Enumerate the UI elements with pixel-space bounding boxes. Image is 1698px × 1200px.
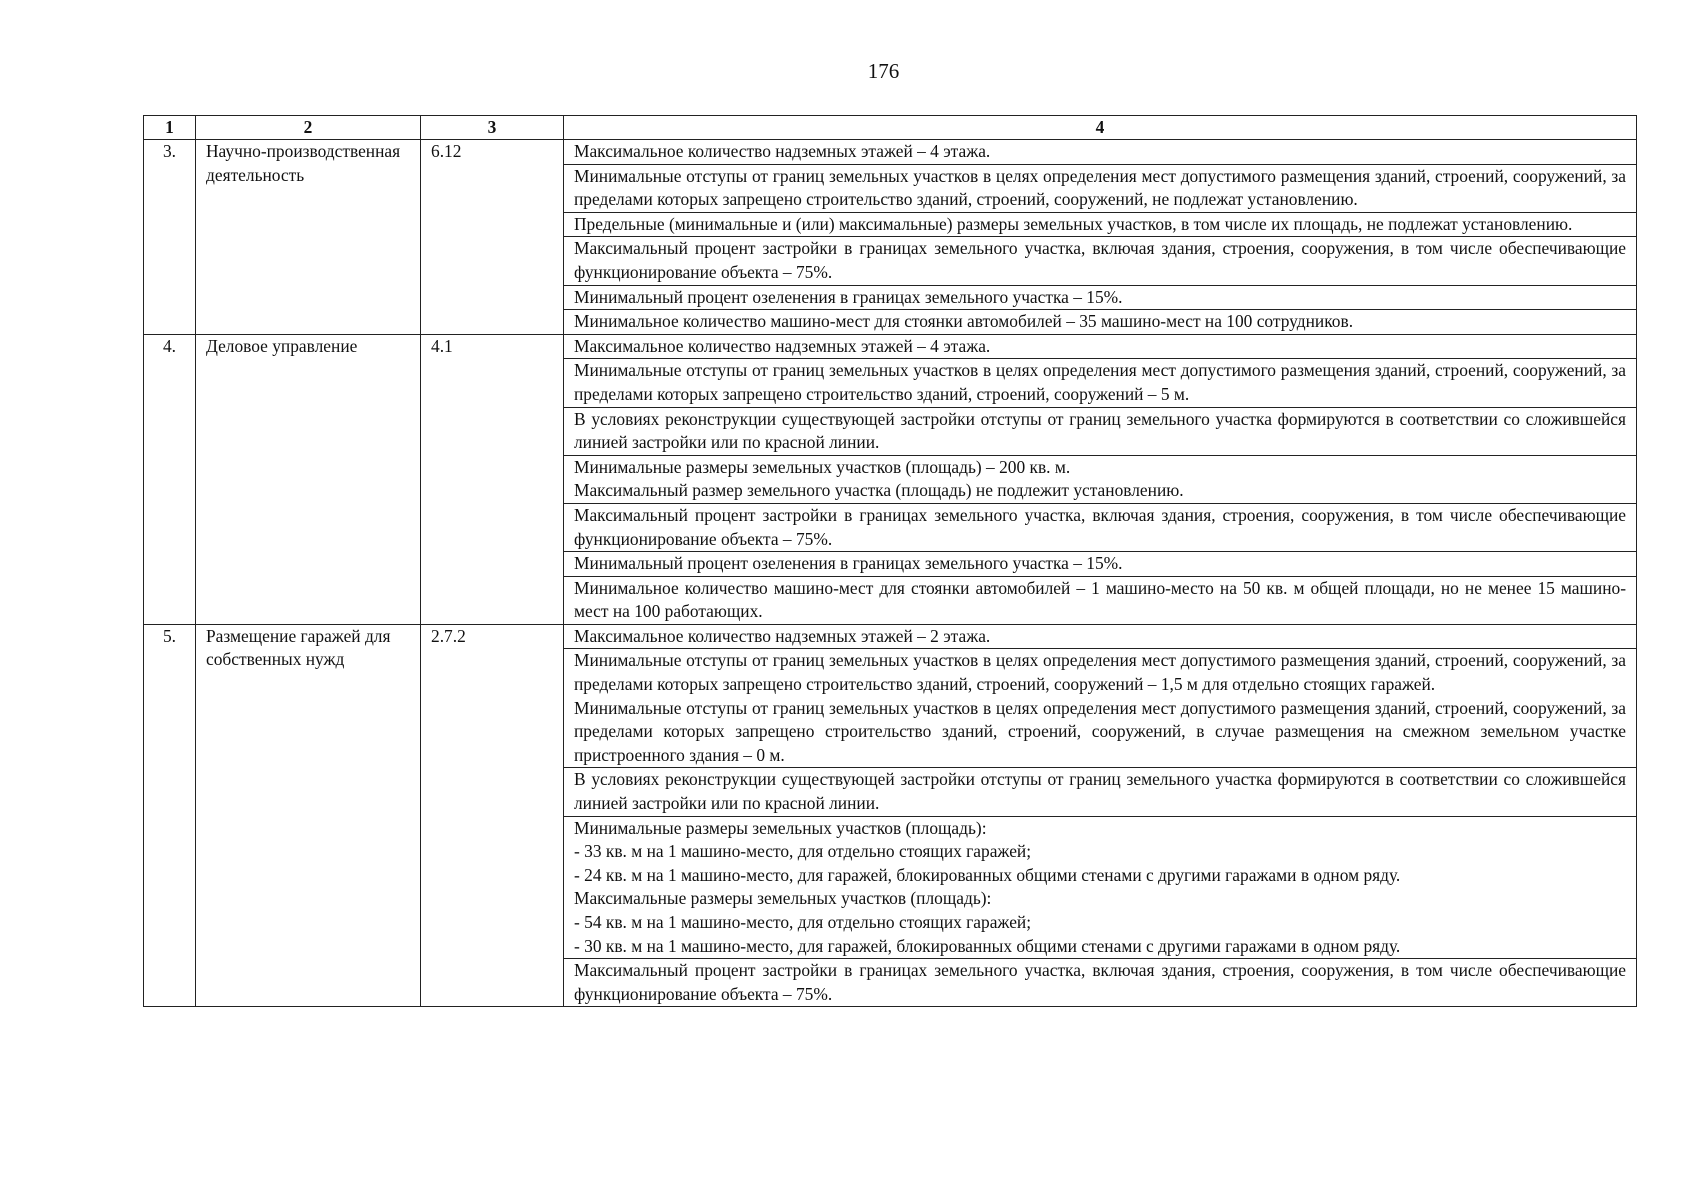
regulation-text: Минимальный процент озеленения в границах земельного участка – 15%. <box>574 286 1123 307</box>
regulation-text: Предельные (минимальные и (или) максимальные) размеры земельных участков, в том числе их площадь, не подлежат установлению. <box>574 213 1573 234</box>
header-row <box>144 116 1637 140</box>
use-type-code: 4.1 <box>421 334 564 624</box>
use-type-name: Научно-производственная деятельность <box>196 140 421 335</box>
table-row <box>144 140 1637 165</box>
regulation-text: Минимальное количество машино-мест для стоянки автомобилей – 1 машино-место на 50 кв. м общей площади, но не менее 15 машино-мест на 100 работающих. <box>574 577 1626 622</box>
regulation-cell <box>564 576 1637 624</box>
row-number: 5. <box>144 624 196 1007</box>
regulation-text: Максимальный процент застройки в границах земельного участка, включая здания, строения, сооружения, в том числе обеспечивающие функционирование объекта – 75%. <box>574 504 1626 549</box>
regulation-text: - 33 кв. м на 1 машино-место, для отдельно стоящих гаражей; <box>574 841 1032 862</box>
regulation-cell <box>564 552 1637 577</box>
regulation-text: - 30 кв. м на 1 машино-место, для гаражей, блокированных общими стенами с другими гаражами в одном ряду. <box>574 935 1401 956</box>
regulation-text: Максимальное количество надземных этажей – 4 этажа. <box>574 335 991 356</box>
regulation-cell <box>564 237 1637 285</box>
page-number: 176 <box>867 59 900 83</box>
row-number: 4. <box>144 334 196 624</box>
regulation-cell <box>564 334 1637 359</box>
header-col-1: 1 <box>144 116 196 140</box>
regulation-cell <box>564 959 1637 1007</box>
regulation-cell <box>564 164 1637 212</box>
use-type-name: Размещение гаражей для собственных нужд <box>196 624 421 1007</box>
header-col-2: 2 <box>196 116 421 140</box>
regulation-text: Минимальные размеры земельных участков (площадь): <box>574 817 987 838</box>
regulation-text: - 54 кв. м на 1 машино-место, для отдельно стоящих гаражей; <box>574 912 1032 932</box>
table-body <box>144 140 1637 1007</box>
use-type-name: Деловое управление <box>196 334 421 624</box>
table-row <box>144 334 1637 359</box>
regulation-text: Максимальное количество надземных этажей – 2 этажа. <box>574 625 991 646</box>
regulation-text: Минимальный процент озеленения в границах земельного участка – 15%. <box>574 553 1123 574</box>
regulation-cell <box>564 816 1637 959</box>
use-type-code: 6.12 <box>421 140 564 335</box>
row-number: 3. <box>144 140 196 335</box>
regulation-text: В условиях реконструкции существующей застройки отступы от границ земельного участка формируются в соответствии со сложившейся линией застройки или по красной линии. <box>574 769 1626 814</box>
header-col-4: 4 <box>564 116 1637 140</box>
regulation-text: Минимальные отступы от границ земельных участков в целях определения мест допустимого размещения зданий, строений, сооружений, за пределами которых запрещено строительство зданий, строений, сооружений – 1,5 м для отдельно стоящих гаражей. <box>574 650 1626 695</box>
regulations-table <box>143 115 1637 1007</box>
regulation-text: Минимальные отступы от границ земельных участков в целях определения мест допустимого размещения зданий, строений, сооружений, за пределами которых запрещено строительство зданий, строений, сооружений, не подлежат установлению. <box>574 165 1626 210</box>
regulation-cell <box>564 212 1637 237</box>
regulation-cell <box>564 407 1637 455</box>
regulation-text: Максимальный процент застройки в границах земельного участка, включая здания, строения, сооружения, в том числе обеспечивающие функционирование объекта – 75%. <box>574 960 1626 1004</box>
regulation-text: Минимальные размеры земельных участков (площадь) – 200 кв. м. <box>574 456 1071 477</box>
regulation-cell <box>564 310 1637 335</box>
regulation-text: Максимальные размеры земельных участков (площадь): <box>574 888 992 909</box>
regulation-cell <box>564 768 1637 816</box>
table-row <box>144 624 1637 649</box>
regulation-cell <box>564 285 1637 310</box>
regulation-text: - 24 кв. м на 1 машино-место, для гаражей, блокированных общими стенами с другими гаражами в одном ряду. <box>574 864 1401 885</box>
regulation-cell <box>564 140 1637 165</box>
regulation-cell <box>564 359 1637 407</box>
regulation-text: Минимальные отступы от границ земельных участков в целях определения мест допустимого размещения зданий, строений, сооружений, за пределами которых запрещено строительство зданий, строений, сооружений, в случае размещения на смежном земельном участке пристроенного здания – 0 м. <box>574 697 1626 765</box>
regulation-cell <box>564 649 1637 768</box>
regulation-text: Максимальное количество надземных этажей – 4 этажа. <box>574 141 991 161</box>
regulation-text: Минимальное количество машино-мест для стоянки автомобилей – 35 машино-мест на 100 сотрудников. <box>574 311 1354 332</box>
regulation-text: Минимальные отступы от границ земельных участков в целях определения мест допустимого размещения зданий, строений, сооружений, за пределами которых запрещено строительство зданий, строений, сооружений – 5 м. <box>574 360 1626 404</box>
regulation-cell <box>564 503 1637 551</box>
header-col-3: 3 <box>421 116 564 140</box>
regulation-text: В условиях реконструкции существующей застройки отступы от границ земельного участка формируются в соответствии со сложившейся линией застройки или по красной линии. <box>574 408 1626 453</box>
regulation-text: Максимальный процент застройки в границах земельного участка, включая здания, строения, сооружения, в том числе обеспечивающие функционирование объекта – 75%. <box>574 238 1626 282</box>
regulation-cell <box>564 455 1637 503</box>
regulation-cell <box>564 624 1637 649</box>
regulation-text: Максимальный размер земельного участка (площадь) не подлежит установлению. <box>574 480 1184 501</box>
use-type-code: 2.7.2 <box>421 624 564 1007</box>
